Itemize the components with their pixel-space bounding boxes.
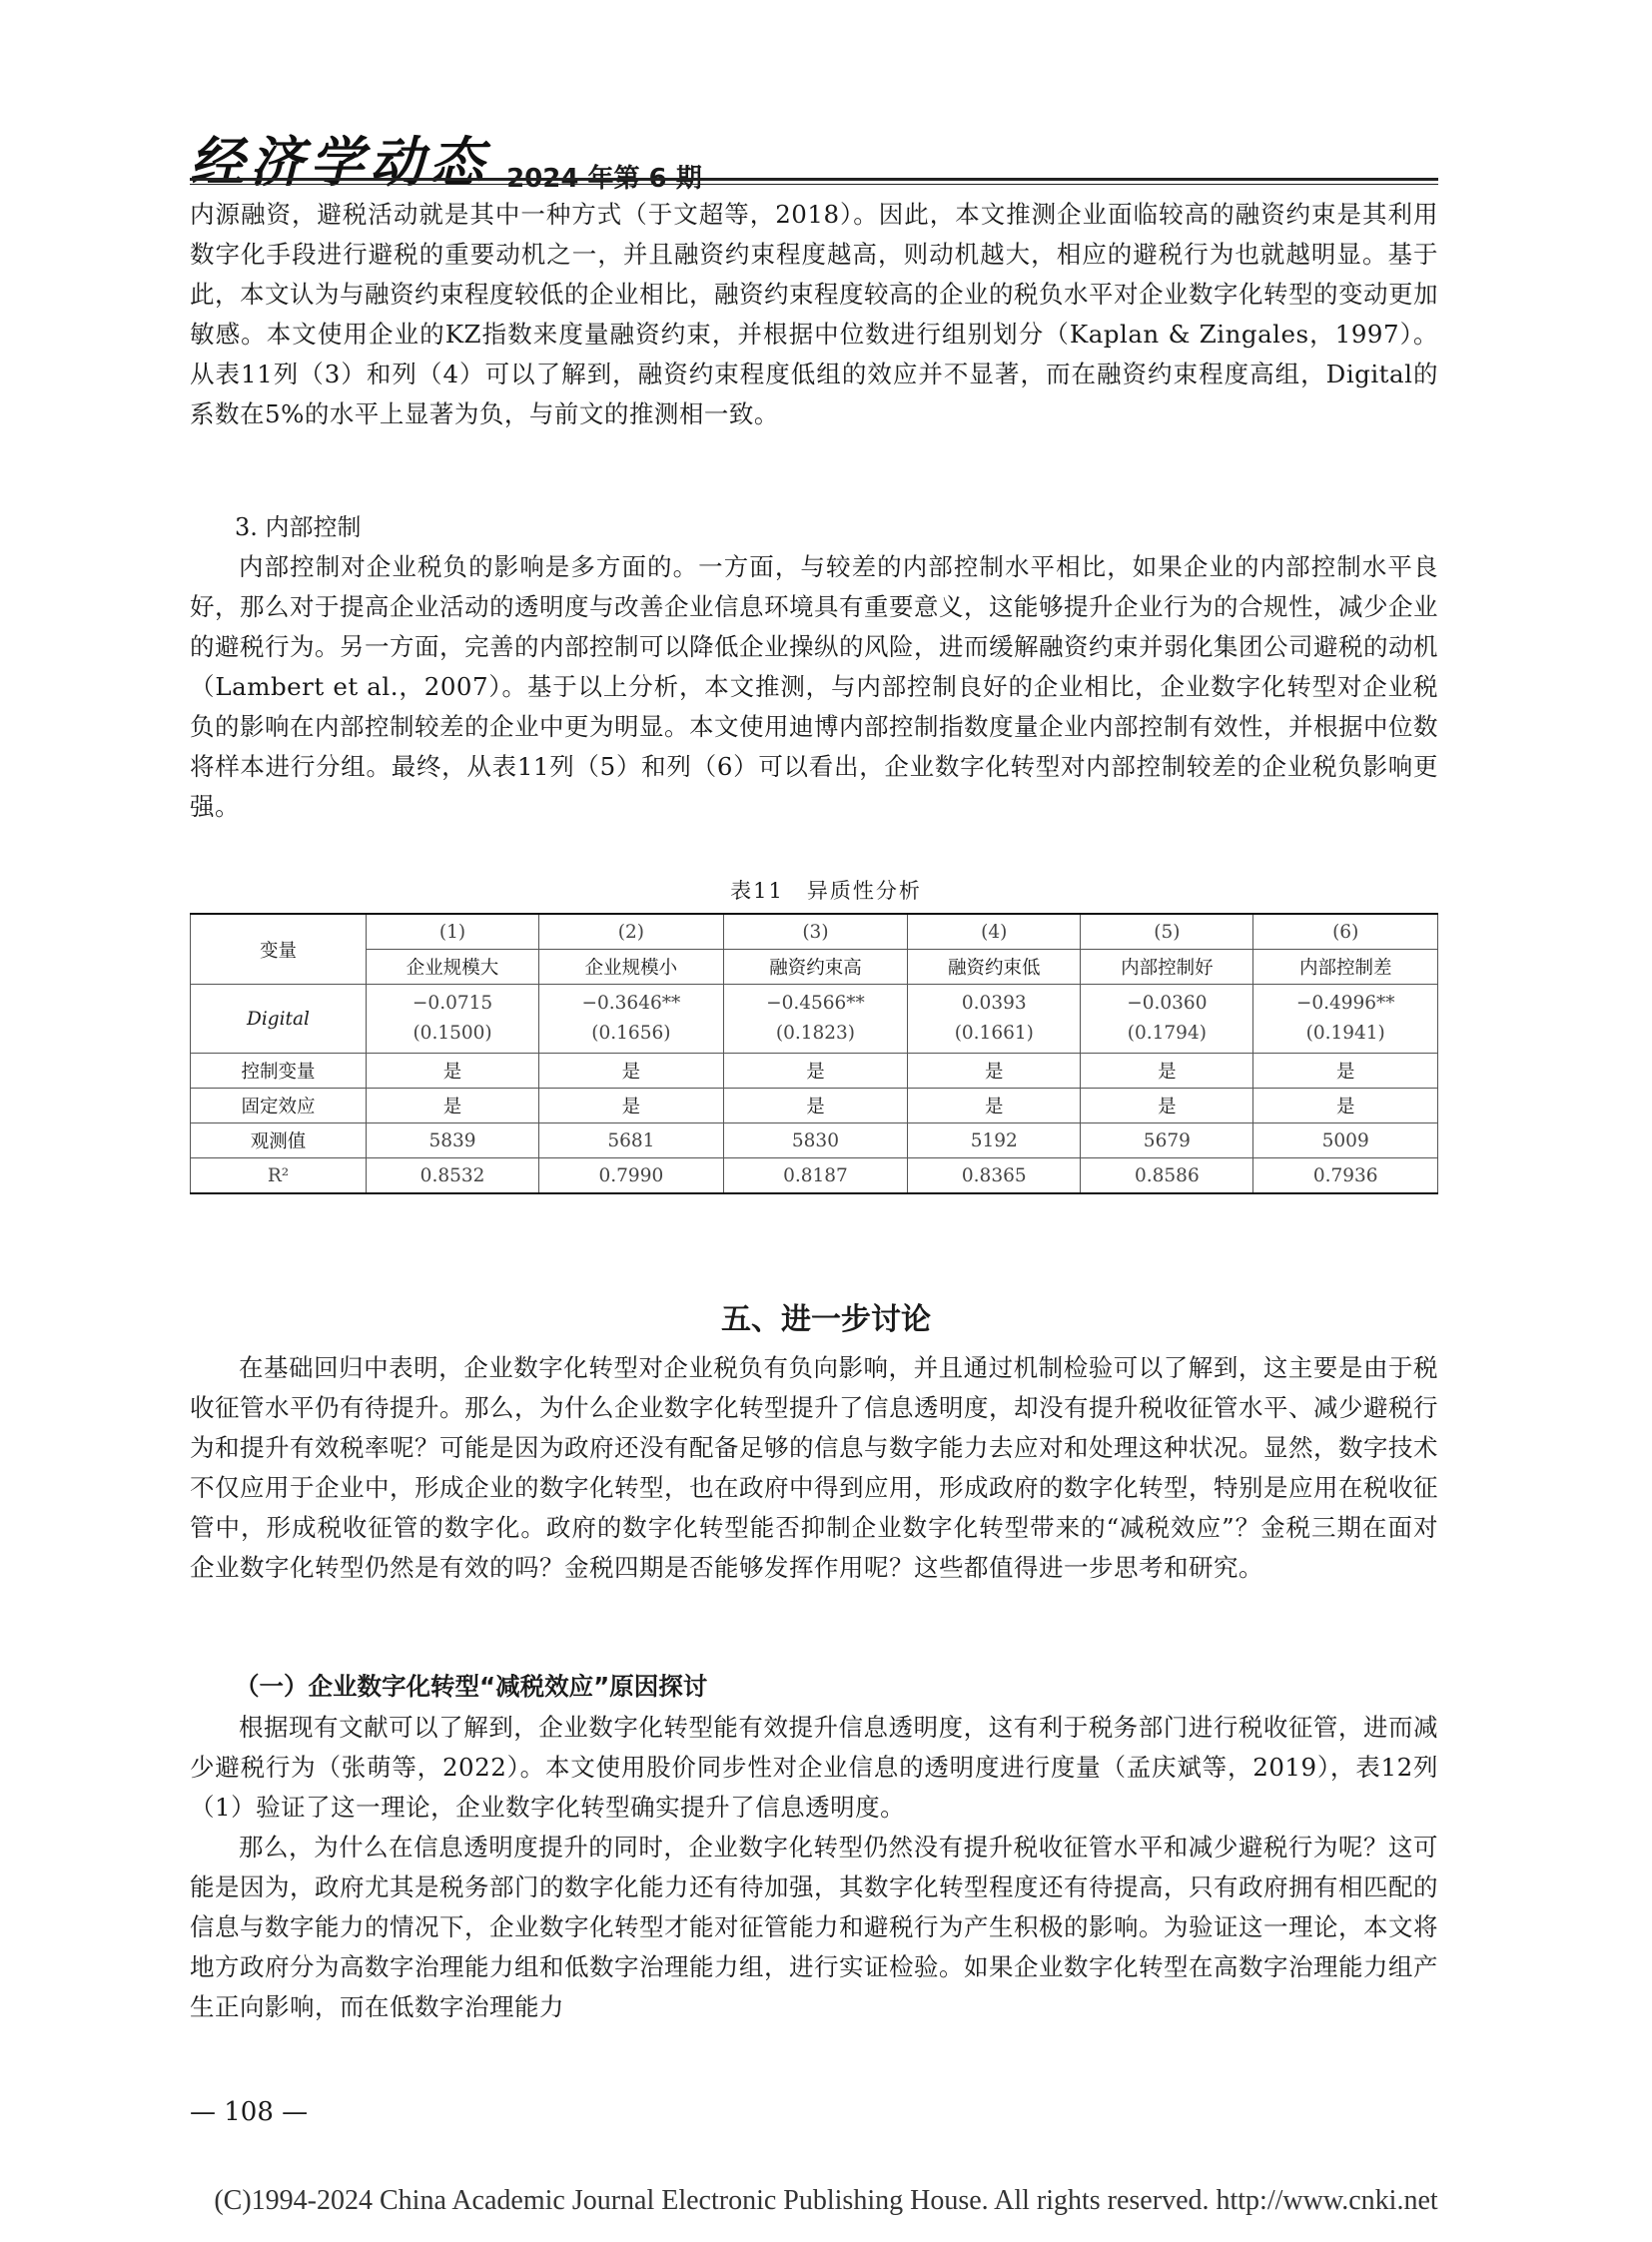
journal-header bbox=[190, 120, 1438, 197]
se-value: (0.1823) bbox=[775, 1023, 856, 1044]
r2-cell: 0.7990 bbox=[539, 1158, 724, 1194]
col-num: (4) bbox=[908, 914, 1081, 950]
r2-cell: 0.8365 bbox=[908, 1158, 1081, 1194]
obs-label: 观测值 bbox=[191, 1123, 367, 1158]
heterogeneity-table bbox=[190, 913, 1438, 1194]
paragraph-3: 在基础回归中表明，企业数字化转型对企业税负有负向影响，并且通过机制检验可以了解到，这主要是由于税收征管水平仍有待提升。那么，为什么企业数字化转型提升了信息透明度，却没有提升税收征管水平、减少避税行为和提升有效税率呢？可能是因为政府还没有配备足够的信息与数字能力去应对和处理这种状况。显然，数字技术不仅应用于企业中，形成企业的数字化转型，也在政府中得到应用，形成政府的数字化转型，特别是应用在税收征管中，形成税收征管的数字化。政府的数字化转型能否抑制企业数字化转型带来的“减税效应”？金税三期在面对企业数字化转型仍然是有效的吗？金税四期是否能够发挥作用呢？这些都值得进一步思考和研究。 bbox=[190, 1353, 1438, 1582]
section-title: 五、进一步讨论 bbox=[721, 1302, 931, 1337]
col-name: 企业规模大 bbox=[367, 950, 539, 985]
control-cell: 是 bbox=[367, 1054, 539, 1089]
se-value: (0.1656) bbox=[591, 1023, 671, 1044]
coef-value: −0.4996** bbox=[1295, 993, 1395, 1014]
control-cell: 是 bbox=[1253, 1054, 1438, 1089]
obs-cell: 5192 bbox=[908, 1123, 1081, 1158]
control-cell: 是 bbox=[539, 1054, 724, 1089]
coef-cell bbox=[908, 985, 1081, 1054]
se-value: (0.1661) bbox=[954, 1023, 1034, 1044]
col-name: 内部控制好 bbox=[1081, 950, 1253, 985]
copyright-footer: (C)1994-2024 China Academic Journal Electronic Publishing House. All rights reserved. http://www.cnki.net bbox=[214, 2185, 1438, 2216]
col-name: 内部控制差 bbox=[1253, 950, 1438, 985]
coef-cell bbox=[539, 985, 724, 1054]
paragraph-1: 内源融资，避税活动就是其中一种方式（于文超等，2018）。因此，本文推测企业面临较高的融资约束是其利用数字化手段进行避税的重要动机之一，并且融资约束程度越高，则动机越大，相应的避税行为也就越明显。基于此，本文认为与融资约束程度较低的企业相比，融资约束程度较高的企业的税负水平对企业数字化转型的变动更加敏感。本文使用企业的KZ指数来度量融资约束，并根据中位数进行组别划分（Kaplan & Zingales，1997）。从表11列（3）和列（4）可以了解到，融资约束程度低组的效应并不显著，而在融资约束程度高组，Digital的系数在5%的水平上显著为负，与前文的推测相一致。 bbox=[190, 200, 1438, 428]
subsection-title: （一）企业数字化转型“减税效应”原因探讨 bbox=[235, 1672, 708, 1701]
obs-cell: 5681 bbox=[539, 1123, 724, 1158]
r2-cell: 0.8586 bbox=[1081, 1158, 1253, 1194]
coef-value: −0.0360 bbox=[1127, 993, 1208, 1014]
obs-cell: 5830 bbox=[723, 1123, 908, 1158]
se-value: (0.1941) bbox=[1305, 1023, 1385, 1044]
obs-cell: 5009 bbox=[1253, 1123, 1438, 1158]
fe-cell: 是 bbox=[367, 1089, 539, 1123]
header-rule-thin bbox=[190, 184, 1438, 185]
coef-value: −0.0715 bbox=[412, 993, 493, 1014]
table-caption: 表11 异质性分析 bbox=[730, 879, 922, 903]
fe-cell: 是 bbox=[1081, 1089, 1253, 1123]
coef-value: 0.0393 bbox=[961, 993, 1027, 1014]
digital-label: Digital bbox=[191, 985, 367, 1054]
r2-label: R² bbox=[191, 1158, 367, 1194]
se-value: (0.1500) bbox=[413, 1023, 492, 1044]
coef-value: −0.3646** bbox=[581, 993, 681, 1014]
issue-label: 2024 年第 6 期 bbox=[506, 164, 702, 194]
control-label: 控制变量 bbox=[191, 1054, 367, 1089]
col-num: (1) bbox=[367, 914, 539, 950]
col-num: (2) bbox=[539, 914, 724, 950]
control-cell: 是 bbox=[1081, 1054, 1253, 1089]
page-number: — 108 — bbox=[190, 2097, 309, 2127]
fe-cell: 是 bbox=[723, 1089, 908, 1123]
r2-cell: 0.8532 bbox=[367, 1158, 539, 1194]
journal-logo: 经济学动态 bbox=[190, 130, 489, 194]
col-name: 企业规模小 bbox=[539, 950, 724, 985]
fe-cell: 是 bbox=[908, 1089, 1081, 1123]
control-cell: 是 bbox=[723, 1054, 908, 1089]
coef-cell bbox=[1081, 985, 1253, 1054]
fe-cell: 是 bbox=[539, 1089, 724, 1123]
obs-cell: 5839 bbox=[367, 1123, 539, 1158]
col-num: (5) bbox=[1081, 914, 1253, 950]
col-num: (3) bbox=[723, 914, 908, 950]
coef-cell bbox=[1253, 985, 1438, 1054]
coef-cell bbox=[723, 985, 908, 1054]
header-rule bbox=[190, 178, 1438, 181]
se-value: (0.1794) bbox=[1127, 1023, 1207, 1044]
col-name: 融资约束高 bbox=[723, 950, 908, 985]
paragraph-4: 根据现有文献可以了解到，企业数字化转型能有效提升信息透明度，这有利于税务部门进行税收征管，进而减少避税行为（张萌等，2022）。本文使用股价同步性对企业信息的透明度进行度量（孟庆斌等，2019），表12列（1）验证了这一理论，企业数字化转型确实提升了信息透明度。 bbox=[190, 1713, 1438, 1822]
coef-cell bbox=[367, 985, 539, 1054]
fe-label: 固定效应 bbox=[191, 1089, 367, 1123]
coef-value: −0.4566** bbox=[766, 993, 865, 1014]
fe-cell: 是 bbox=[1253, 1089, 1438, 1123]
obs-cell: 5679 bbox=[1081, 1123, 1253, 1158]
paragraph-2: 内部控制对企业税负的影响是多方面的。一方面，与较差的内部控制水平相比，如果企业的内部控制水平良好，那么对于提高企业活动的透明度与改善企业信息环境具有重要意义，这能够提升企业行为的合规性，减少企业的避税行为。另一方面，完善的内部控制可以降低企业操纵的风险，进而缓解融资约束并弱化集团公司避税的动机（Lambert et al.，2007）。基于以上分析，本文推测，与内部控制良好的企业相比，企业数字化转型对企业税负的影响在内部控制较差的企业中更为明显。本文使用迪博内部控制指数度量企业内部控制有效性，并根据中位数将样本进行分组。最终，从表11列（5）和列（6）可以看出，企业数字化转型对内部控制较差的企业税负影响更强。 bbox=[190, 552, 1438, 821]
col-num: (6) bbox=[1253, 914, 1438, 950]
subhead-internal-control: 3. 内部控制 bbox=[235, 513, 362, 541]
r2-cell: 0.7936 bbox=[1253, 1158, 1438, 1194]
var-header: 变量 bbox=[191, 914, 367, 985]
r2-cell: 0.8187 bbox=[723, 1158, 908, 1194]
paragraph-5: 那么，为什么在信息透明度提升的同时，企业数字化转型仍然没有提升税收征管水平和减少避税行为呢？这可能是因为，政府尤其是税务部门的数字化能力还有待加强，其数字化转型程度还有待提高，只有政府拥有相匹配的信息与数字能力的情况下，企业数字化转型才能对征管能力和避税行为产生积极的影响。为验证这一理论，本文将地方政府分为高数字治理能力组和低数字治理能力组，进行实证检验。如果企业数字化转型在高数字治理能力组产生正向影响，而在低数字治理能力 bbox=[190, 1833, 1438, 2021]
control-cell: 是 bbox=[908, 1054, 1081, 1089]
col-name: 融资约束低 bbox=[908, 950, 1081, 985]
